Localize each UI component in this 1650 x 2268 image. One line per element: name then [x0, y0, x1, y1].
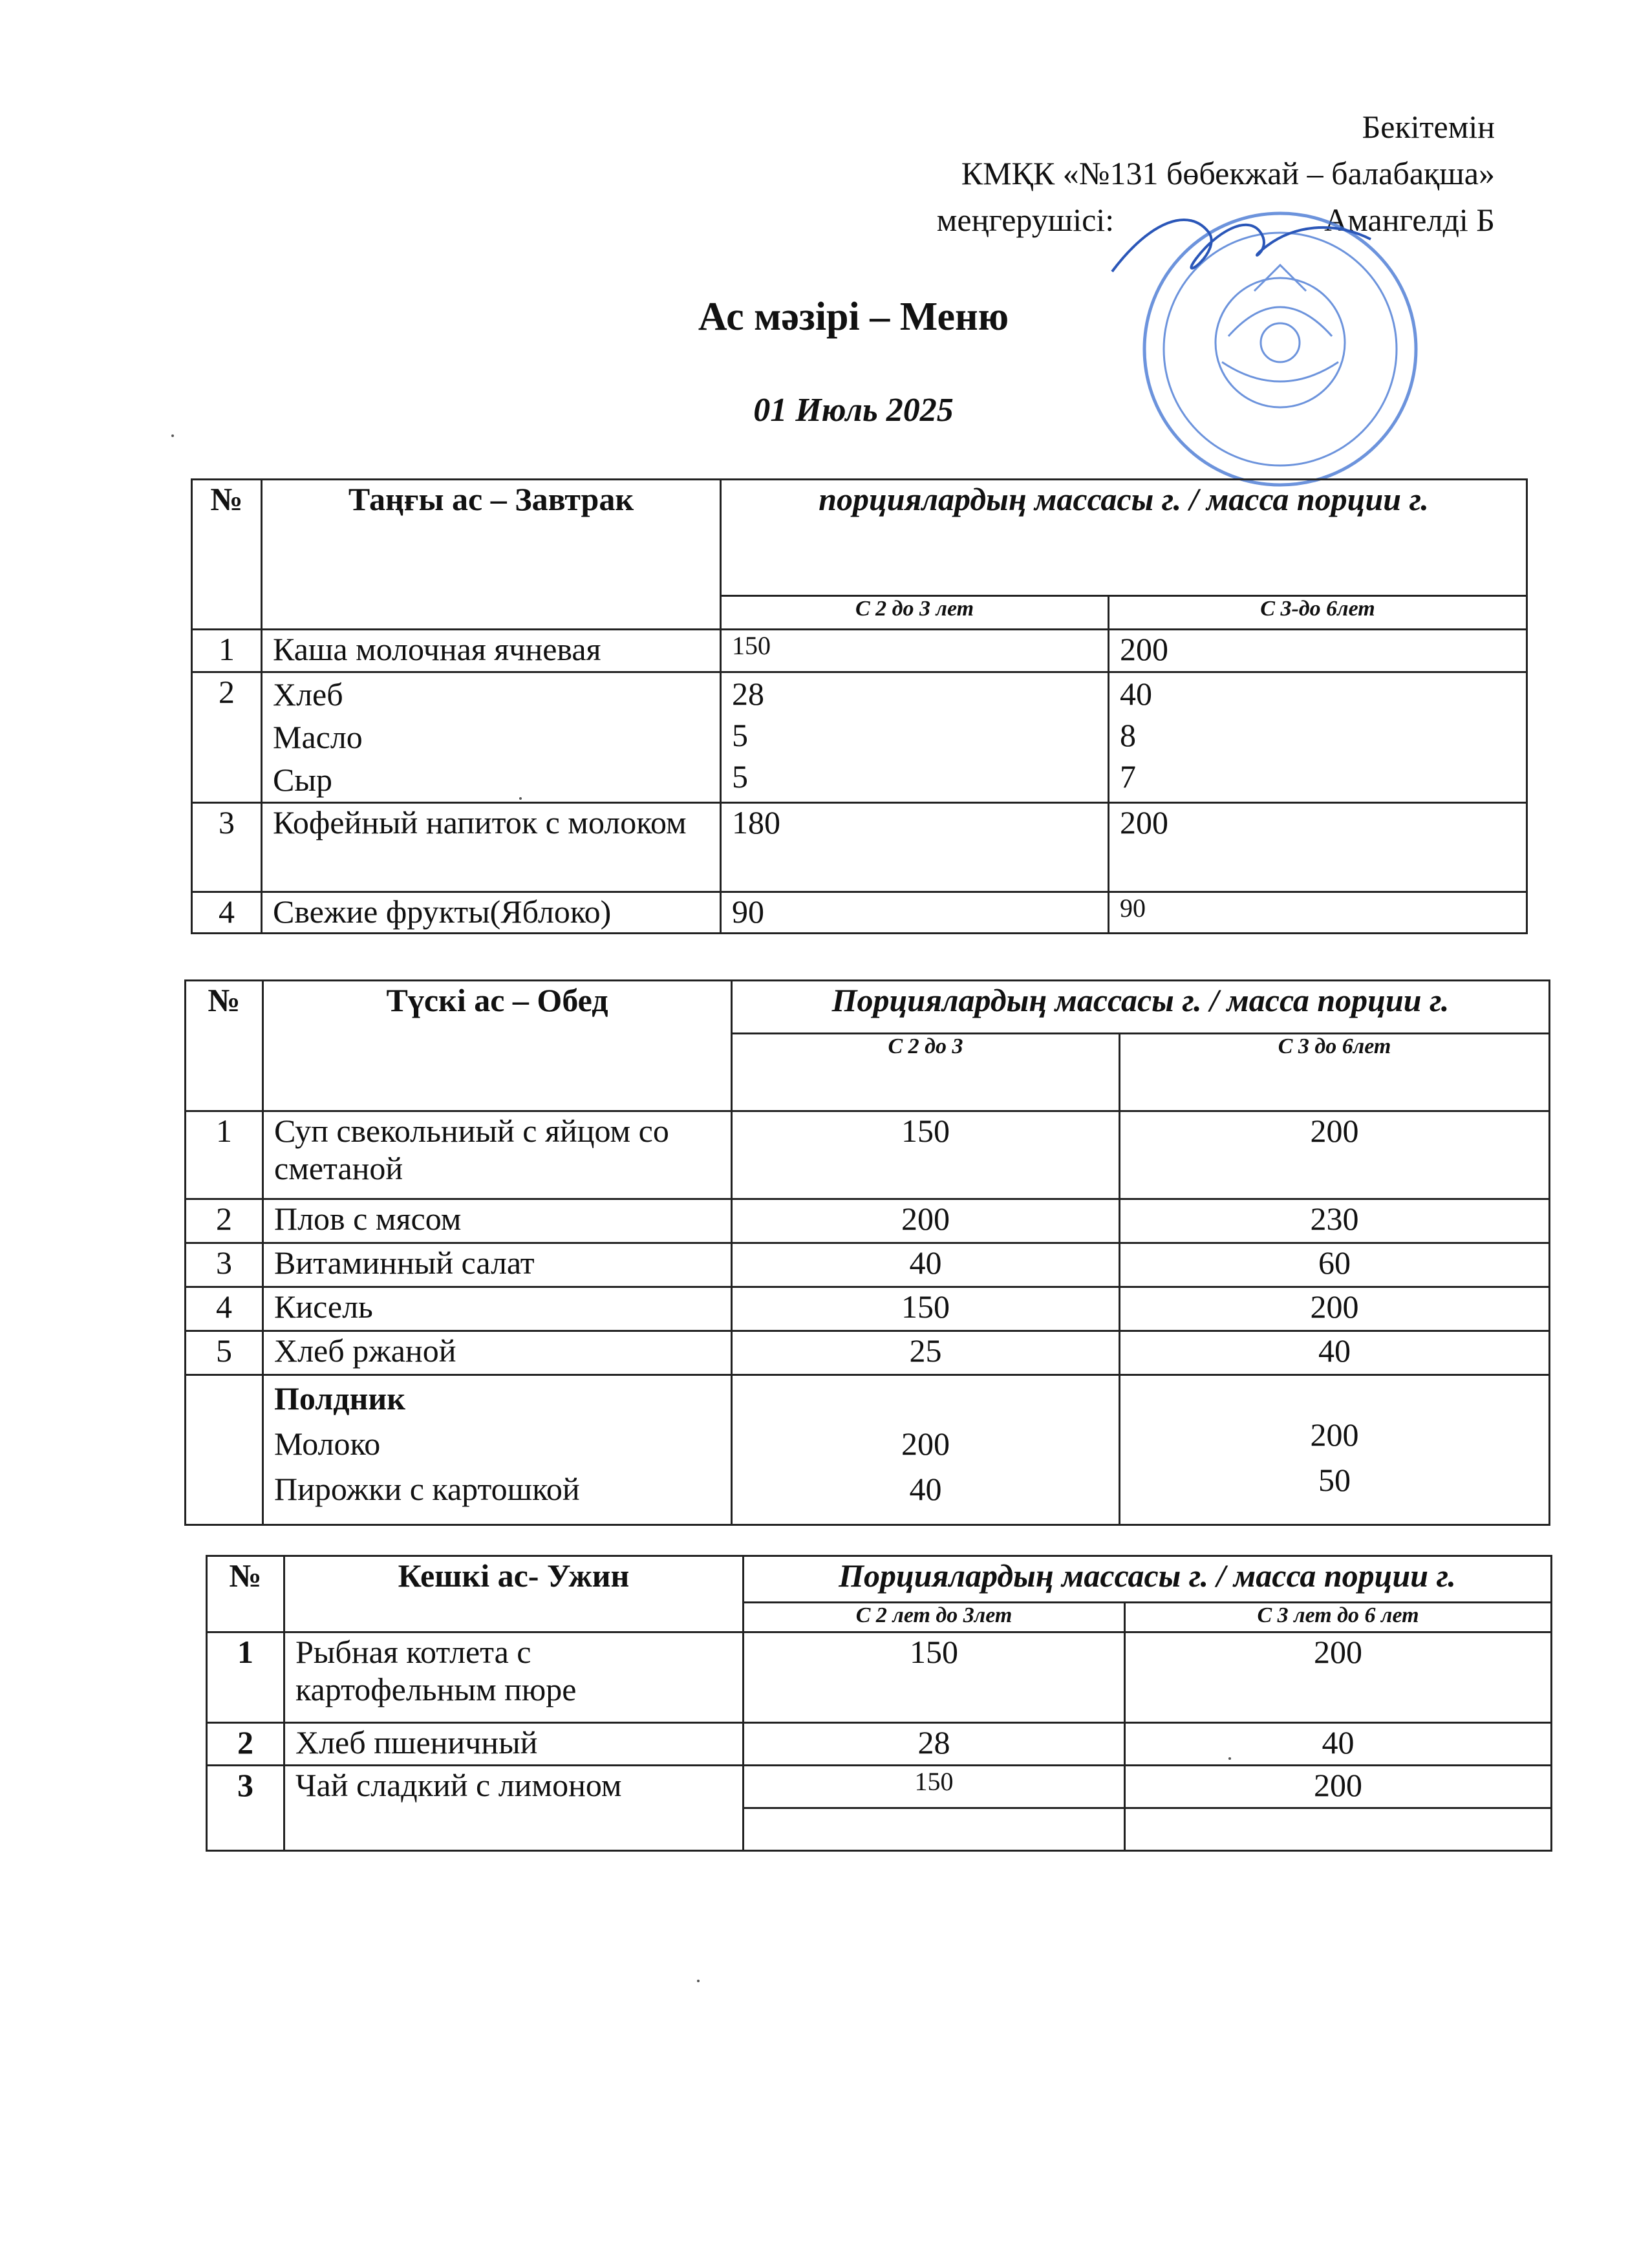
portion-value: 40: [1120, 676, 1152, 712]
portion-value: 40: [909, 1471, 942, 1507]
portion-value: 200: [901, 1426, 950, 1462]
dish-name: Рыбная котлета с картофельным пюре: [284, 1632, 744, 1723]
institution-name: КМҚК «№131 бөбекжай – балабақша»: [961, 155, 1495, 191]
dinner-title: Кешкі ас- Ужин: [284, 1556, 744, 1632]
portion-2-3: 150: [744, 1632, 1125, 1723]
portions-3-6: [1109, 672, 1527, 803]
dish-name: Плов с мясом: [263, 1199, 732, 1243]
row-number: 5: [186, 1331, 263, 1375]
head-role: меңгерушісі:: [936, 202, 1115, 238]
empty-cell: [744, 1808, 1125, 1851]
portion-value: 5: [732, 758, 748, 795]
table-row: [186, 1111, 1550, 1199]
row-number: 1: [192, 630, 262, 672]
table-row: [192, 892, 1527, 934]
row-number: 1: [186, 1111, 263, 1199]
lunch-mass-header: Порциялардың массасы г. / масса порции г.: [732, 981, 1550, 1034]
table-row: [207, 1723, 1552, 1766]
portion-value: 28: [732, 676, 764, 712]
portion-2-3: 150: [732, 1111, 1120, 1199]
row-number: 2: [207, 1723, 284, 1766]
table-row: [186, 1199, 1550, 1243]
row-number: 4: [192, 892, 262, 934]
scan-speck: [1228, 1757, 1231, 1760]
lunch-title: Түскі ас – Обед: [263, 981, 732, 1111]
portion-3-6: 200: [1109, 630, 1527, 672]
scan-speck: [697, 1980, 700, 1982]
portion-value: 7: [1120, 758, 1136, 795]
scan-speck: [171, 434, 174, 437]
dish-name: Суп свекольниый с яйцом со сметаной: [263, 1111, 732, 1199]
head-name: Амангелді Б: [1324, 202, 1495, 238]
dish-name: Сыр: [273, 762, 332, 798]
table-row: [186, 1331, 1550, 1375]
row-number: 1: [207, 1632, 284, 1723]
portion-3-6: 200: [1109, 803, 1527, 892]
dinner-age2-header: С 3 лет до 6 лет: [1125, 1603, 1552, 1632]
portion-3-6: 230: [1120, 1199, 1550, 1243]
portion-value: 5: [732, 717, 748, 753]
dish-name: Свежие фрукты(Яблоко): [262, 892, 721, 934]
portion-2-3: 25: [732, 1331, 1120, 1375]
portion-2-3: 40: [732, 1243, 1120, 1287]
dish-name: Пирожки с картошкой: [274, 1471, 580, 1507]
dish-name: Хлеб: [273, 676, 343, 712]
dish-name: Витаминный салат: [263, 1243, 732, 1287]
breakfast-mass-header: порциялардың массасы г. / масса порции г.: [721, 480, 1527, 596]
scan-speck: [519, 797, 522, 800]
dish-name: Масло: [273, 719, 363, 755]
page-title: Ас мәзірі – Меню: [698, 295, 1009, 339]
snack-title: Полдник: [274, 1380, 406, 1417]
dinner-mass-header: Порциялардың массасы г. / масса порции г.: [744, 1556, 1552, 1603]
lunch-table: [184, 979, 1550, 1526]
row-number-empty: [186, 1375, 263, 1525]
official-stamp: [1099, 194, 1448, 491]
row-number: 4: [186, 1287, 263, 1331]
breakfast-age2-header: С 3-до 6лет: [1109, 596, 1527, 630]
breakfast-table: [191, 478, 1528, 934]
breakfast-age1-header: С 2 до 3 лет: [721, 596, 1109, 630]
portion-3-6: 200: [1120, 1111, 1550, 1199]
portion-3-6: 40: [1120, 1331, 1550, 1375]
dish-name: Молоко: [274, 1426, 381, 1462]
dish-name: Каша молочная ячневая: [262, 630, 721, 672]
portion-3-6: 200: [1120, 1287, 1550, 1331]
row-number: 2: [192, 672, 262, 803]
dish-name: Хлеб ржаной: [263, 1331, 732, 1375]
table-row: [192, 803, 1527, 892]
table-row: [186, 1243, 1550, 1287]
snack-portions-3-6: [1120, 1375, 1550, 1525]
empty-cell: [1125, 1808, 1552, 1851]
menu-date: 01 Июль 2025: [753, 392, 954, 429]
breakfast-title: Таңғы ас – Завтрак: [262, 480, 721, 630]
row-number: 2: [186, 1199, 263, 1243]
dish-name: Кисель: [263, 1287, 732, 1331]
portion-2-3: 150: [744, 1766, 1125, 1808]
portion-3-6: 60: [1120, 1243, 1550, 1287]
portion-value: 200: [1310, 1417, 1359, 1453]
dinner-age1-header: С 2 лет до 3лет: [744, 1603, 1125, 1632]
snack-list: [263, 1375, 732, 1525]
snack-portions-2-3: [732, 1375, 1120, 1525]
table-row: [192, 630, 1527, 672]
dish-name: Чай сладкий с лимоном: [284, 1766, 744, 1851]
dish-name: Кофейный напиток с молоком: [262, 803, 721, 892]
portion-value: 8: [1120, 717, 1136, 753]
dinner-no-header: №: [207, 1556, 284, 1632]
portions-2-3: [721, 672, 1109, 803]
snack-row: [186, 1375, 1550, 1525]
row-number: 3: [192, 803, 262, 892]
portion-2-3: 90: [721, 892, 1109, 934]
portion-3-6: 90: [1109, 892, 1527, 934]
lunch-no-header: №: [186, 981, 263, 1111]
portion-3-6: 200: [1125, 1766, 1552, 1808]
table-row: [192, 672, 1527, 803]
dinner-table: [206, 1555, 1552, 1852]
dish-list: [262, 672, 721, 803]
table-row: [207, 1632, 1552, 1723]
table-row: [186, 1287, 1550, 1331]
portion-2-3: 180: [721, 803, 1109, 892]
portion-3-6: 200: [1125, 1632, 1552, 1723]
lunch-age2-header: С 3 до 6лет: [1120, 1034, 1550, 1111]
portion-2-3: 150: [732, 1287, 1120, 1331]
lunch-age1-header: С 2 до 3: [732, 1034, 1120, 1111]
portion-value: 50: [1318, 1462, 1351, 1498]
row-number: 3: [186, 1243, 263, 1287]
dish-name: Хлеб пшеничный: [284, 1723, 744, 1766]
table-row: [207, 1766, 1552, 1808]
portion-3-6: 40: [1125, 1723, 1552, 1766]
portion-2-3: 200: [732, 1199, 1120, 1243]
row-number: 3: [207, 1766, 284, 1851]
portion-2-3: 28: [744, 1723, 1125, 1766]
breakfast-no-header: №: [192, 480, 262, 630]
portion-2-3: 150: [721, 630, 1109, 672]
approval-word: Бекітемін: [1362, 109, 1495, 145]
